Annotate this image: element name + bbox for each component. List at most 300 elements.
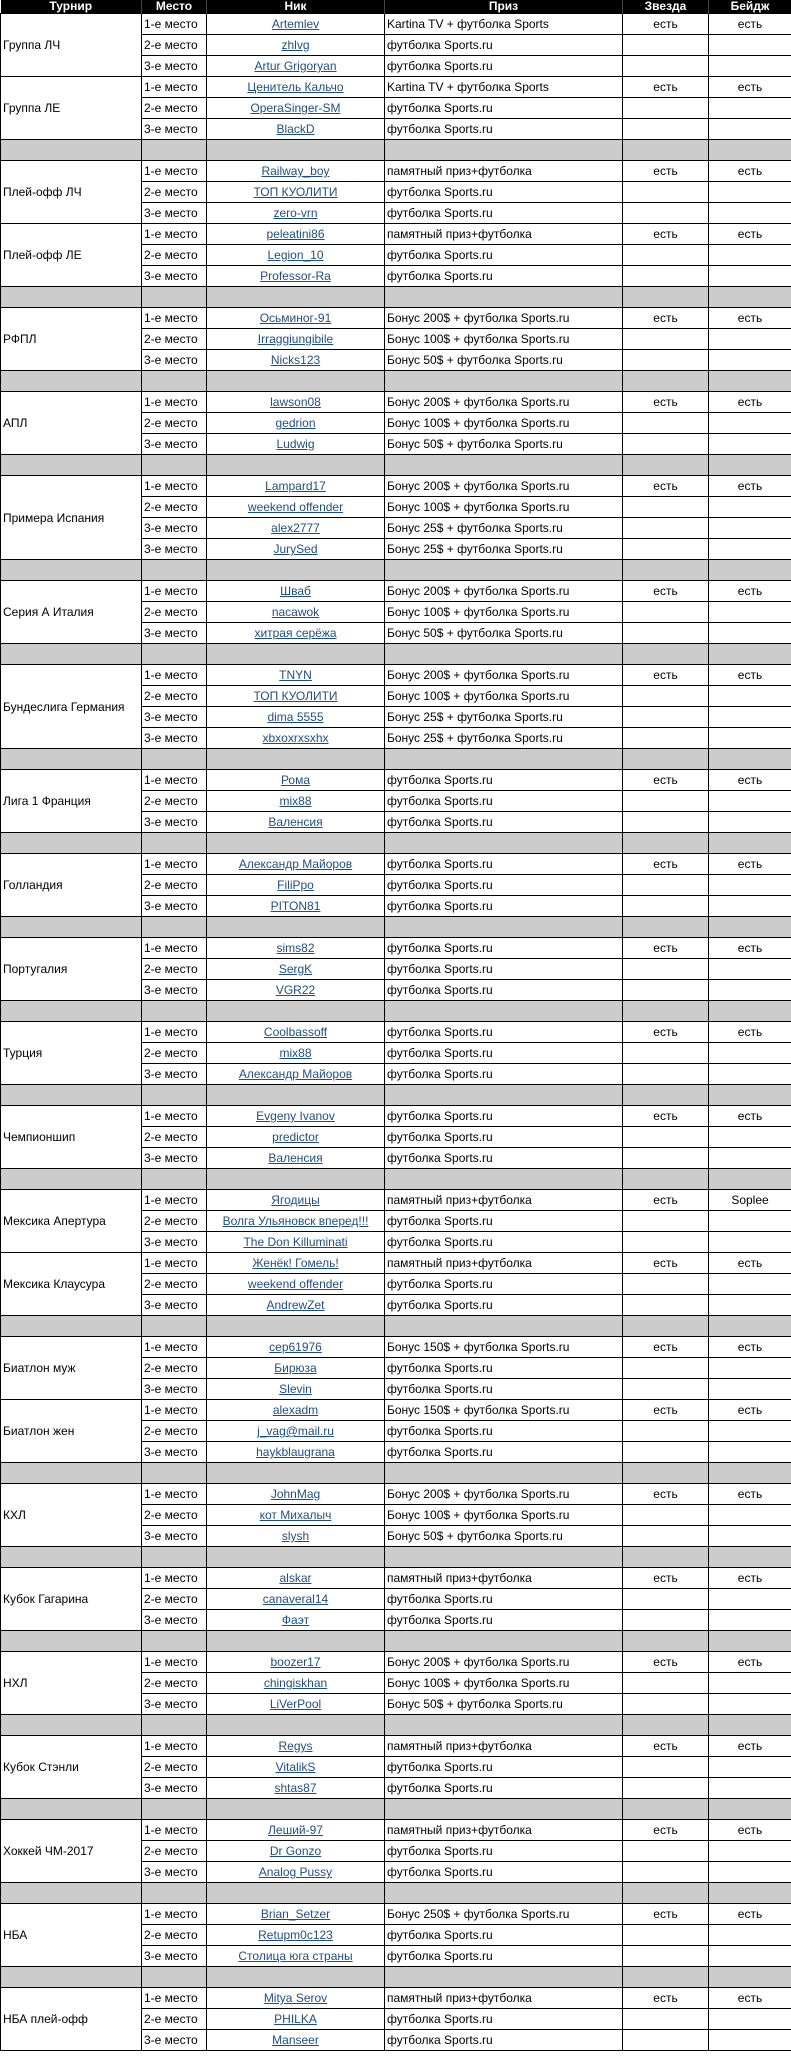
place-cell: 2-е место [142,497,207,518]
separator-cell [207,1631,385,1652]
separator-cell [709,1799,791,1820]
nick-link[interactable]: Manseer [272,2033,319,2047]
nick-link[interactable]: Фаэт [281,1613,310,1627]
nick-cell [207,896,385,917]
nick-link[interactable]: haykblaugrana [256,1445,335,1459]
nick-link[interactable]: OperaSinger-SM [250,101,341,115]
place-cell: 2-е место [142,875,207,896]
separator-cell [709,1883,791,1904]
separator-cell [709,455,791,476]
badge-cell [709,959,791,980]
prize-cell: футболка Sports.ru [385,959,623,980]
star-cell [623,875,709,896]
separator-row [1,1715,791,1736]
separator-cell [385,1316,623,1337]
separator-cell [385,1715,623,1736]
place-cell: 2-е место [142,413,207,434]
nick-link[interactable]: Mitya Serov [263,1991,328,2005]
separator-cell [623,833,709,854]
prize-cell: Бонус 150$ + футболка Sports.ru [385,1400,623,1421]
tournament-name: Плей-офф ЛЕ [1,224,142,287]
place-cell: 2-е место [142,182,207,203]
badge-cell [709,791,791,812]
star-cell [623,812,709,833]
prize-cell: футболка Sports.ru [385,1757,623,1778]
prize-cell: футболка Sports.ru [385,2030,623,2051]
separator-cell [385,1547,623,1568]
star-cell [623,707,709,728]
nick-cell [207,728,385,749]
separator-row [1,287,791,308]
nick-cell [207,1862,385,1883]
place-cell: 1-е место [142,1652,207,1673]
separator-cell [207,749,385,770]
star-cell [623,1211,709,1232]
nick-cell [207,1778,385,1799]
table-row [1,938,791,959]
tournament-name: Группа ЛЕ [1,77,142,140]
nick-link[interactable]: Валенсия [268,815,323,829]
place-cell: 1-е место [142,1904,207,1925]
nick-cell [207,1274,385,1295]
nick-link[interactable]: sims82 [276,941,315,955]
nick-cell [207,35,385,56]
place-cell: 1-е место [142,938,207,959]
nick-cell [207,707,385,728]
nick-link[interactable]: predictor [272,1130,319,1144]
badge-cell [709,1505,791,1526]
star-cell [623,1589,709,1610]
nick-cell [207,1904,385,1925]
tournament-name: Серия А Италия [1,581,142,644]
nick-link[interactable]: Ценитель Кальчо [247,80,344,94]
separator-row [1,1967,791,1988]
nick-cell [207,224,385,245]
separator-cell [623,644,709,665]
badge-cell: есть [709,14,791,35]
badge-cell [709,1778,791,1799]
header-place: Место [142,0,207,14]
prize-cell: футболка Sports.ru [385,812,623,833]
nick-cell [207,1442,385,1463]
star-cell [623,959,709,980]
tournament-name: Кубок Стэнли [1,1736,142,1799]
nick-link[interactable]: PITON81 [270,899,321,913]
separator-row [1,1547,791,1568]
badge-cell [709,434,791,455]
nick-link[interactable]: LiVerPool [269,1697,322,1711]
table-row [1,1190,791,1211]
separator-cell [709,1631,791,1652]
star-cell: есть [623,1820,709,1841]
separator-cell [142,1169,207,1190]
badge-cell [709,1925,791,1946]
separator-cell [1,140,142,161]
nick-link[interactable]: zero-vrn [273,206,318,220]
nick-link[interactable]: zhlvg [281,38,310,52]
nick-cell [207,56,385,77]
separator-cell [142,749,207,770]
prize-cell: футболка Sports.ru [385,1064,623,1085]
nick-link[interactable]: Coolbassoff [263,1025,328,1039]
nick-link[interactable]: хитрая серёжа [254,626,337,640]
table-row [1,392,791,413]
nick-link[interactable]: SergK [278,962,313,976]
nick-cell [207,1736,385,1757]
separator-cell [623,1631,709,1652]
nick-link[interactable]: сер61976 [269,1340,322,1354]
prize-cell: футболка Sports.ru [385,770,623,791]
nick-link[interactable]: Retupm0c123 [258,1928,333,1942]
separator-cell [385,1967,623,1988]
star-cell [623,1673,709,1694]
nick-link[interactable]: Analog Pussy [258,1865,333,1879]
separator-row [1,140,791,161]
nick-cell [207,812,385,833]
separator-cell [623,1883,709,1904]
place-cell: 2-е место [142,1274,207,1295]
nick-link[interactable]: alskar [279,1571,312,1585]
nick-link[interactable]: Lampard17 [265,479,326,493]
nick-cell [207,1253,385,1274]
badge-cell [709,35,791,56]
prize-cell: футболка Sports.ru [385,182,623,203]
tournament-name: Биатлон жен [1,1400,142,1463]
separator-cell [207,1169,385,1190]
separator-cell [385,1085,623,1106]
nick-link[interactable]: Волга Ульяновск вперед!!! [222,1214,369,1228]
tournament-name: Группа ЛЧ [1,14,142,77]
separator-cell [709,833,791,854]
badge-cell [709,1610,791,1631]
star-cell [623,1148,709,1169]
separator-cell [142,644,207,665]
nick-link[interactable]: VitalikS [275,1760,316,1774]
separator-row [1,833,791,854]
nick-cell [207,623,385,644]
badge-cell [709,1841,791,1862]
nick-link[interactable]: VGR22 [275,983,316,997]
separator-cell [623,1799,709,1820]
nick-link[interactable]: weekend offender [247,500,344,514]
prize-cell: футболка Sports.ru [385,1106,623,1127]
nick-link[interactable]: chingiskhan [263,1676,328,1690]
separator-cell [1,1883,142,1904]
separator-cell [623,455,709,476]
place-cell: 3-е место [142,1778,207,1799]
nick-link[interactable]: peleatini86 [266,227,325,241]
place-cell: 3-е место [142,1946,207,1967]
badge-cell [709,182,791,203]
star-cell [623,1295,709,1316]
tournament-name: Мексика Клаусура [1,1253,142,1316]
badge-cell: есть [709,1988,791,2009]
badge-cell [709,1274,791,1295]
nick-link[interactable]: AndrewZet [266,1298,325,1312]
header-row [1,0,791,14]
nick-link[interactable]: Александр Майоров [238,1067,353,1081]
nick-link[interactable]: кот Михалыч [259,1508,332,1522]
nick-link[interactable]: alex2777 [271,521,320,535]
separator-cell [1,644,142,665]
prize-cell: Бонус 100$ + футболка Sports.ru [385,329,623,350]
nick-link[interactable]: JohnMag [270,1487,321,1501]
separator-cell [709,1463,791,1484]
separator-row [1,371,791,392]
nick-link[interactable]: xbxoxrxsxhx [262,731,329,745]
badge-cell [709,686,791,707]
nick-link[interactable]: Бирюза [274,1361,317,1375]
star-cell [623,1379,709,1400]
badge-cell: есть [709,77,791,98]
separator-cell [142,455,207,476]
nick-link[interactable]: Evgeny Ivanov [256,1109,335,1123]
separator-row [1,1169,791,1190]
prize-cell: памятный приз+футболка [385,1988,623,2009]
place-cell: 2-е место [142,1043,207,1064]
nick-link[interactable]: Irraggiungibile [257,332,334,346]
star-cell [623,329,709,350]
nick-link[interactable]: JurySed [273,542,318,556]
star-cell: есть [623,581,709,602]
separator-row [1,455,791,476]
separator-cell [1,1316,142,1337]
table-body [1,14,791,2051]
prize-cell: Бонус 50$ + футболка Sports.ru [385,434,623,455]
star-cell [623,623,709,644]
nick-link[interactable]: slysh [281,1529,310,1543]
nick-link[interactable]: FiliPpo [277,878,314,892]
separator-cell [142,1316,207,1337]
nick-link[interactable]: mix88 [279,1046,312,1060]
tournament-name: Голландия [1,854,142,917]
nick-link[interactable]: alexadm [272,1403,319,1417]
nick-link[interactable]: Женёк! Гомель! [252,1256,339,1270]
star-cell [623,98,709,119]
separator-cell [1,1463,142,1484]
prize-cell: Бонус 200$ + футболка Sports.ru [385,1484,623,1505]
tournament-name: Биатлон муж [1,1337,142,1400]
star-cell [623,497,709,518]
nick-link[interactable]: Александр Майоров [238,857,353,871]
nick-cell [207,1505,385,1526]
badge-cell [709,728,791,749]
nick-cell [207,1757,385,1778]
place-cell: 2-е место [142,1358,207,1379]
separator-cell [207,1799,385,1820]
star-cell: есть [623,854,709,875]
place-cell: 3-е место [142,1232,207,1253]
star-cell [623,203,709,224]
badge-cell: есть [709,476,791,497]
header-star: Звезда [623,0,709,14]
place-cell: 3-е место [142,728,207,749]
star-cell [623,56,709,77]
nick-cell [207,413,385,434]
nick-cell [207,980,385,1001]
nick-cell [207,161,385,182]
prize-cell: Бонус 50$ + футболка Sports.ru [385,623,623,644]
separator-cell [142,1631,207,1652]
place-cell: 1-е место [142,854,207,875]
nick-link[interactable]: ТОП КУОЛИТИ [253,689,338,703]
nick-link[interactable]: Столица юга страны [238,1949,353,1963]
separator-cell [623,1085,709,1106]
nick-link[interactable]: Ягодицы [271,1193,320,1207]
nick-link[interactable]: weekend offender [247,1277,344,1291]
separator-cell [1,371,142,392]
separator-cell [385,1883,623,1904]
table-row [1,476,791,497]
nick-link[interactable]: gedrion [275,416,316,430]
separator-row [1,1799,791,1820]
badge-cell: есть [709,1400,791,1421]
nick-link[interactable]: boozer17 [270,1655,321,1669]
tournament-name: Примера Испания [1,476,142,560]
separator-row [1,644,791,665]
nick-cell [207,203,385,224]
separator-row [1,749,791,770]
nick-link[interactable]: Рома [280,773,311,787]
separator-cell [142,1463,207,1484]
nick-link[interactable]: Professor-Ra [260,269,331,283]
prize-cell: Бонус 100$ + футболка Sports.ru [385,602,623,623]
star-cell [623,1232,709,1253]
star-cell: есть [623,938,709,959]
badge-cell [709,1379,791,1400]
star-cell: есть [623,1568,709,1589]
nick-link[interactable]: BlackD [276,122,315,136]
badge-cell [709,602,791,623]
star-cell [623,1043,709,1064]
badge-cell [709,98,791,119]
star-cell: есть [623,770,709,791]
badge-cell [709,1421,791,1442]
separator-cell [1,1547,142,1568]
nick-cell [207,1337,385,1358]
separator-cell [207,917,385,938]
place-cell: 3-е место [142,350,207,371]
nick-cell [207,1421,385,1442]
separator-cell [207,560,385,581]
badge-cell: есть [709,770,791,791]
separator-cell [385,1463,623,1484]
nick-link[interactable]: Dr Gonzo [269,1844,322,1858]
table-row [1,308,791,329]
nick-link[interactable]: Ludwig [276,437,315,451]
badge-cell [709,203,791,224]
nick-link[interactable]: dima 5555 [267,710,324,724]
prize-cell: Бонус 200$ + футболка Sports.ru [385,308,623,329]
nick-link[interactable]: Artur Grigoryan [254,59,337,73]
nick-link[interactable]: canaveral14 [262,1592,329,1606]
badge-cell [709,2009,791,2030]
star-cell [623,1757,709,1778]
prize-cell: футболка Sports.ru [385,1841,623,1862]
nick-link[interactable]: Леший-97 [268,1823,323,1837]
place-cell: 3-е место [142,1442,207,1463]
separator-cell [207,1463,385,1484]
nick-link[interactable]: lawson08 [270,395,321,409]
nick-link[interactable]: Railway_boy [261,164,330,178]
nick-link[interactable]: Осьминог-91 [259,311,332,325]
separator-cell [709,287,791,308]
prize-cell: Бонус 200$ + футболка Sports.ru [385,476,623,497]
star-cell: есть [623,392,709,413]
separator-cell [623,287,709,308]
nick-cell [207,1841,385,1862]
nick-link[interactable]: shtas87 [274,1781,317,1795]
badge-cell [709,1526,791,1547]
prize-cell: Бонус 250$ + футболка Sports.ru [385,1904,623,1925]
nick-link[interactable]: j_vag@mail.ru [257,1424,334,1438]
separator-cell [1,1715,142,1736]
nick-link[interactable]: TNYN [279,668,312,682]
nick-link[interactable]: mix88 [279,794,312,808]
star-cell [623,119,709,140]
separator-cell [1,1799,142,1820]
tournament-name: Чемпионшип [1,1106,142,1169]
header-nick: Ник [207,0,385,14]
star-cell [623,413,709,434]
nick-link[interactable]: The Don Killuminati [243,1235,348,1249]
nick-link[interactable]: PHILKA [274,2012,317,2026]
nick-link[interactable]: Artemlev [271,17,320,31]
nick-cell [207,350,385,371]
separator-cell [142,833,207,854]
nick-cell [207,686,385,707]
nick-link[interactable]: Legion_10 [267,248,324,262]
badge-cell [709,1862,791,1883]
nick-link[interactable]: ТОП КУОЛИТИ [253,185,338,199]
badge-cell [709,2030,791,2051]
place-cell: 3-е место [142,266,207,287]
star-cell [623,350,709,371]
badge-cell [709,329,791,350]
nick-link[interactable]: Nicks123 [270,353,321,367]
separator-cell [709,1967,791,1988]
badge-cell: есть [709,1106,791,1127]
nick-link[interactable]: nacawok [271,605,320,619]
nick-cell [207,1568,385,1589]
badge-cell: есть [709,665,791,686]
badge-cell [709,1211,791,1232]
star-cell [623,518,709,539]
table-row [1,1820,791,1841]
nick-cell [207,1211,385,1232]
separator-cell [385,371,623,392]
table-row [1,770,791,791]
nick-link[interactable]: Шваб [280,584,311,598]
nick-link[interactable]: Валенсия [268,1151,323,1165]
prize-cell: памятный приз+футболка [385,1190,623,1211]
separator-cell [385,749,623,770]
separator-cell [1,749,142,770]
place-cell: 1-е место [142,665,207,686]
nick-link[interactable]: Regys [278,1739,313,1753]
table-row [1,161,791,182]
nick-link[interactable]: Brian_Setzer [260,1907,331,1921]
prize-cell: футболка Sports.ru [385,1211,623,1232]
badge-cell [709,266,791,287]
place-cell: 1-е место [142,1400,207,1421]
nick-cell [207,1652,385,1673]
place-cell: 3-е место [142,1862,207,1883]
star-cell [623,1127,709,1148]
prize-cell: Бонус 50$ + футболка Sports.ru [385,1694,623,1715]
nick-link[interactable]: Slevin [279,1382,312,1396]
badge-cell [709,1127,791,1148]
